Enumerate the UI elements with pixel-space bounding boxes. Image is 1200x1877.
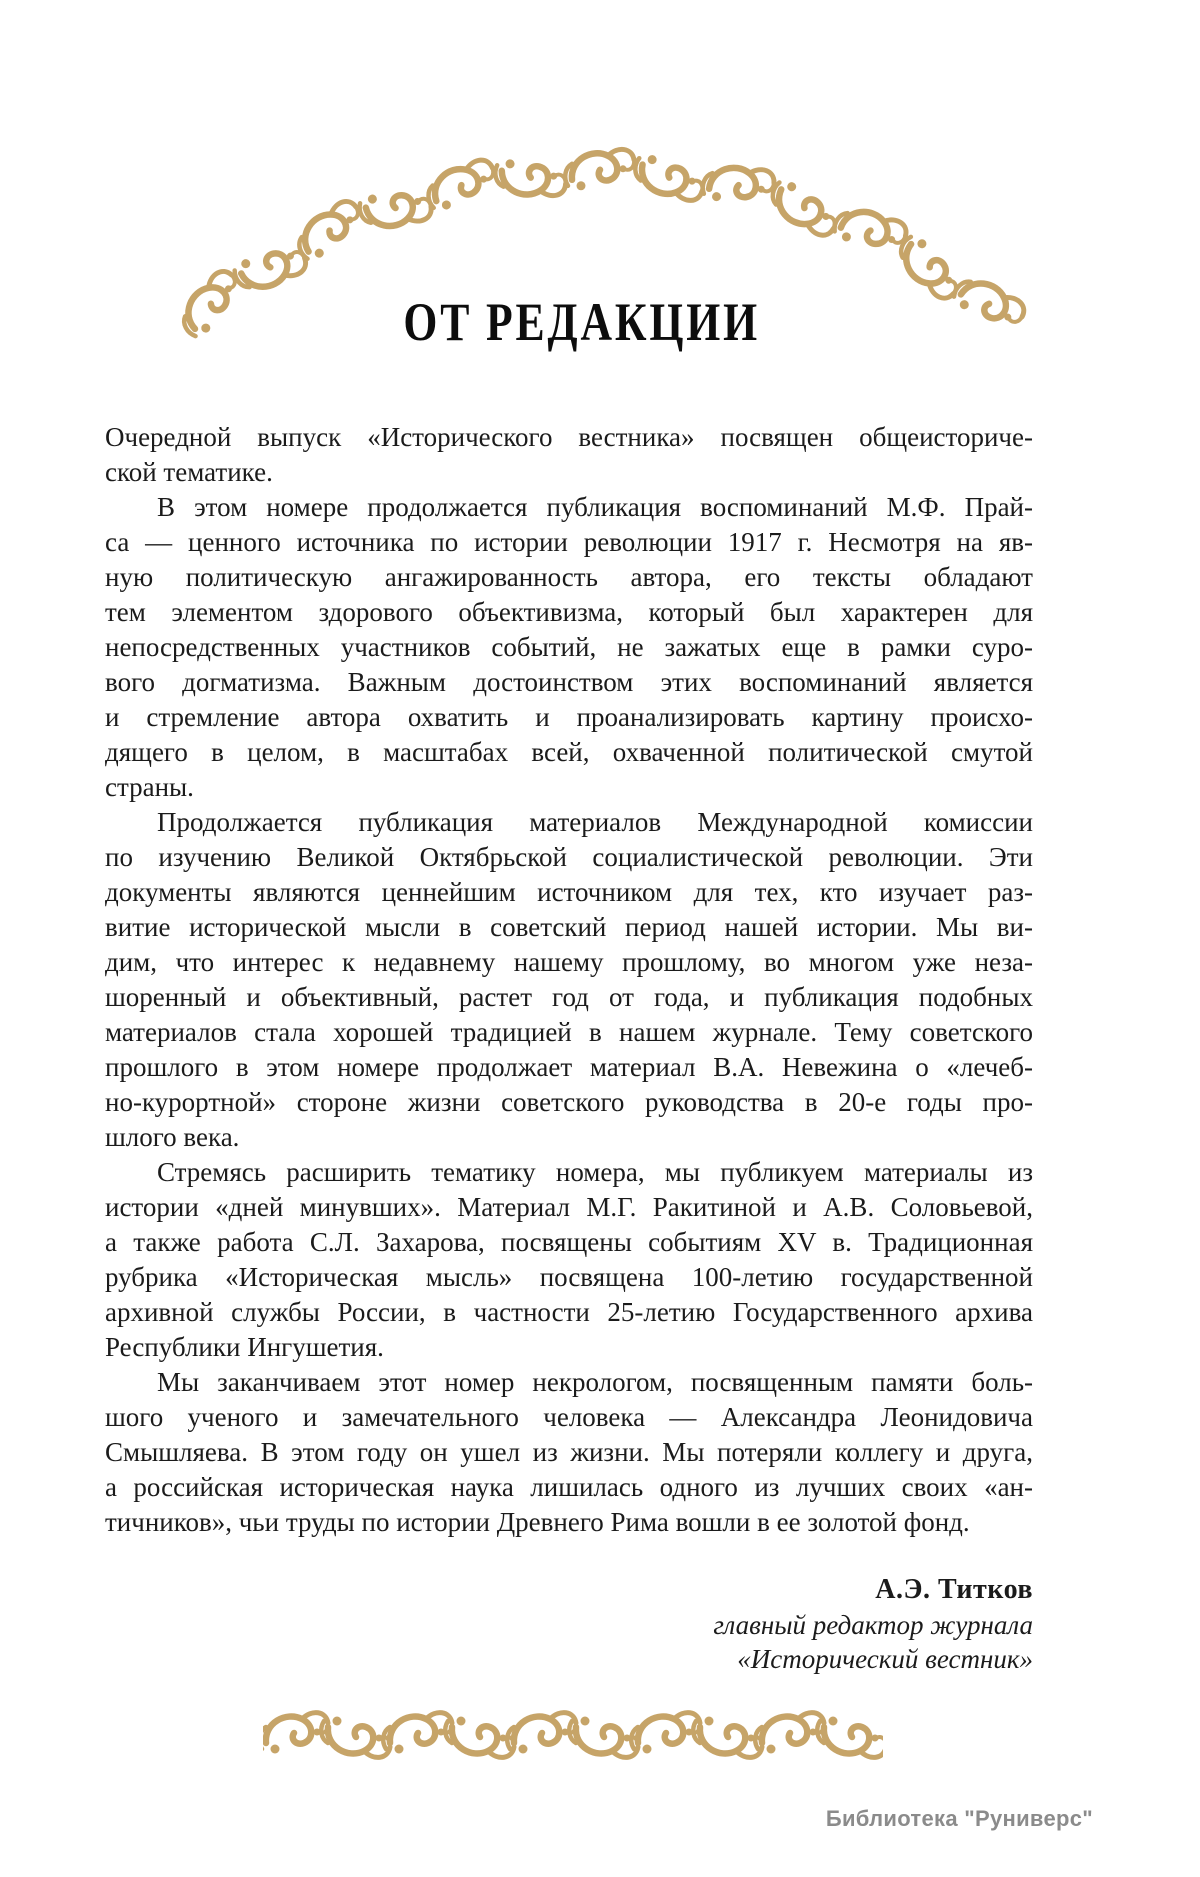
text-line: ную политическую ангажированность автора, его тексты обладают — [105, 562, 1033, 592]
text-line: шоренный и объективный, растет год от года, и публикация подобных — [105, 982, 1033, 1012]
text-line: а также работа С.Л. Захарова, посвящены событиям XV в. Традиционная — [105, 1227, 1033, 1257]
text-line: дим, что интерес к недавнему нашему прошлому, во многом уже неза- — [105, 947, 1033, 977]
text-line: Республики Ингушетия. — [105, 1332, 384, 1362]
text-line: са — ценного источника по истории революции 1917 г. Несмотря на яв- — [105, 527, 1033, 557]
page-title — [0, 291, 1164, 353]
text-line: Очередной выпуск «Исторического вестника» посвящен общеисториче- — [105, 422, 1033, 452]
text-line: Стремясь расширить тематику номера, мы публикуем материалы из — [157, 1157, 1033, 1187]
text-line: витие исторической мысли в советский период нашей истории. Мы ви- — [105, 912, 1033, 942]
text-line: материалов стала хорошей традицией в нашем журнале. Тему советского — [105, 1017, 1033, 1047]
text-line: ской тематике. — [105, 457, 273, 487]
signature-journal: «Исторический вестник» — [737, 1644, 1033, 1674]
text-line: но-курортной» стороне жизни советского руководства в 20-е годы про- — [105, 1087, 1033, 1117]
bottom-band-ornament — [263, 1708, 883, 1762]
text-line: В этом номере продолжается публикация воспоминаний М.Ф. Прай- — [157, 492, 1033, 522]
text-line: а российская историческая наука лишилась одного из лучших своих «ан- — [105, 1472, 1033, 1502]
text-line: шого ученого и замечательного человека — Александра Леонидовича — [105, 1402, 1033, 1432]
page-title-text: ОТ РЕДАКЦИИ — [403, 291, 761, 352]
text-line: тичников», чьи труды по истории Древнего Рима вошли в ее золотой фонд. — [105, 1507, 970, 1537]
text-line: прошлого в этом номере продолжает материал В.А. Невежина о «лечеб- — [105, 1052, 1033, 1082]
text-line: Мы заканчиваем этот номер некрологом, посвященным памяти боль- — [157, 1367, 1033, 1397]
text-line: страны. — [105, 772, 194, 802]
text-line: вого догматизма. Важным достоинством этих воспоминаний является — [105, 667, 1033, 697]
text-line: шлого века. — [105, 1122, 240, 1152]
text-line: по изучению Великой Октябрьской социалистической революции. Эти — [105, 842, 1033, 872]
signature-role: главный редактор журнала — [713, 1610, 1033, 1640]
signature — [105, 1572, 1033, 1676]
text-line: документы являются ценнейшим источником для тех, кто изучает раз- — [105, 877, 1033, 907]
signature-name: А.Э. Титков — [875, 1574, 1033, 1605]
text-line: тем элементом здорового объективизма, который был характерен для — [105, 597, 1033, 627]
text-line: архивной службы России, в частности 25-летию Государственного архива — [105, 1297, 1033, 1327]
text-line: и стремление автора охватить и проанализировать картину происхо- — [105, 702, 1033, 732]
text-line: Смышляева. В этом году он ушел из жизни. Мы потеряли коллегу и друга, — [105, 1437, 1033, 1467]
watermark: Библиотека "Руниверс" — [825, 1806, 1093, 1831]
text-line: истории «дней минувших». Материал М.Г. Ракитиной и А.В. Соловьевой, — [105, 1192, 1033, 1222]
text-line: рубрика «Историческая мысль» посвящена 100-летию государственной — [105, 1262, 1033, 1292]
text-line: Продолжается публикация материалов Международной комиссии — [157, 807, 1033, 837]
text-line: дящего в целом, в масштабах всей, охваченной политической смутой — [105, 737, 1033, 767]
text-line: непосредственных участников событий, не зажатых еще в рамки суро- — [105, 632, 1033, 662]
body-text — [105, 420, 1033, 1540]
